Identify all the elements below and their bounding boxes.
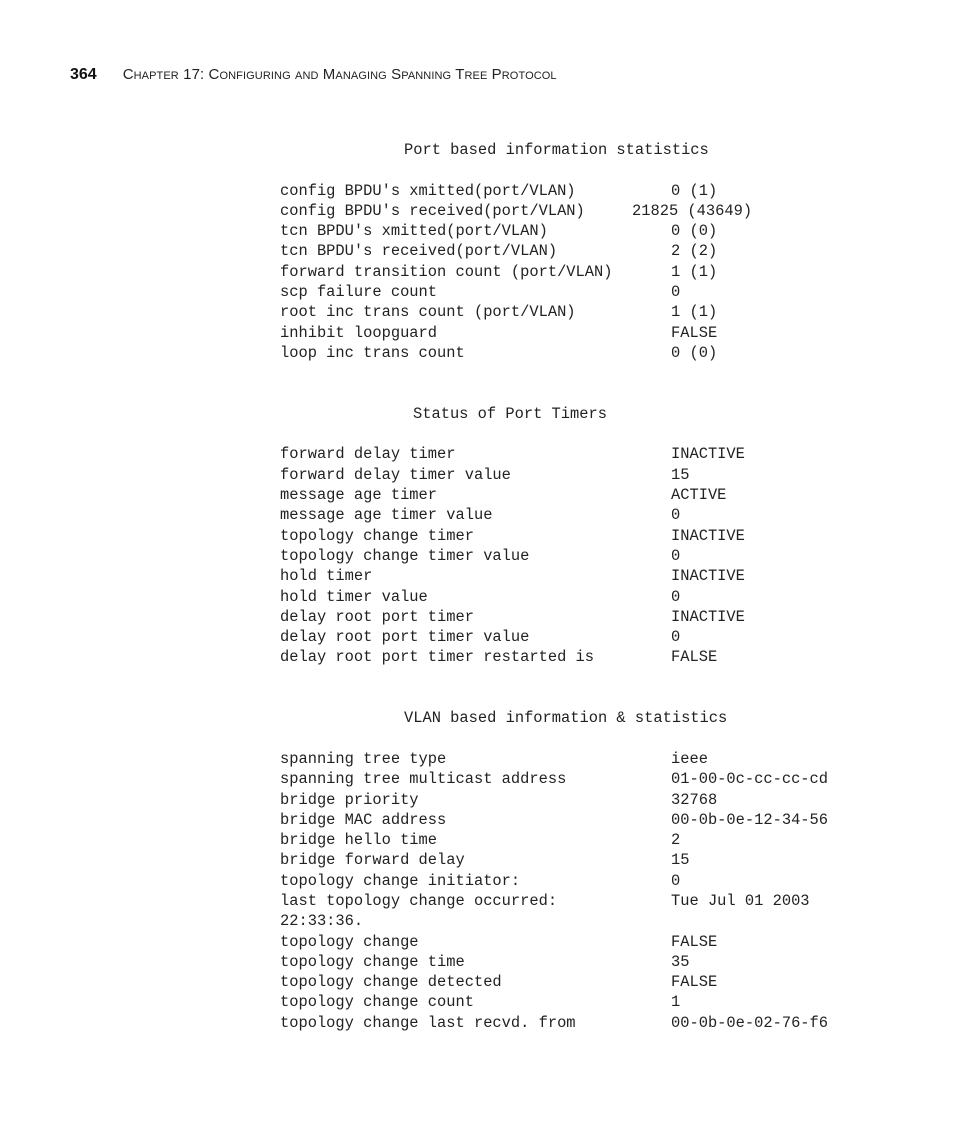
stat-value: 01-00-0c-cc-cc-cd [671,770,829,789]
stat-label: tcn BPDU's xmitted(port/VLAN) [280,222,548,241]
stat-row [280,932,900,952]
stat-label: hold timer [280,567,373,586]
stat-value: 1 [671,993,681,1012]
stat-value: 00-0b-0e-12-34-56 [671,810,829,829]
stat-value: FALSE [671,932,718,951]
stat-row [280,282,900,302]
stat-value: 1 (1) [671,262,718,281]
stat-label: config BPDU's received(port/VLAN) [280,201,585,220]
stat-row [280,769,900,789]
stat-row [280,627,900,647]
stat-label: spanning tree multicast address [280,770,567,789]
stat-value: 0 [671,871,681,890]
stat-label: config BPDU's xmitted(port/VLAN) [280,181,576,200]
stat-value: INACTIVE [671,607,745,626]
stat-label: bridge priority [280,790,419,809]
stat-label: bridge hello time [280,831,438,850]
stat-row [280,526,900,546]
stat-value: 35 [671,952,690,971]
stat-label: spanning tree type [280,749,447,768]
stat-row [280,647,900,667]
stat-value: 15 [671,465,690,484]
stat-label: inhibit loopguard [280,323,438,342]
stat-value: 2 (2) [671,242,718,261]
stat-label: bridge forward delay [280,851,465,870]
stat-label: delay root port timer [280,607,474,626]
page-number: 364 [70,66,97,83]
stat-value: FALSE [671,323,718,342]
stat-value: 2 [671,831,681,850]
port-timers-title: Status of Port Timers [413,404,607,423]
stat-label: hold timer value [280,587,428,606]
stat-row [280,566,900,586]
stat-value: 0 [671,506,681,525]
stat-value: 0 [671,628,681,647]
stat-row [280,302,900,322]
stat-label: message age timer value [280,506,493,525]
stat-row [280,992,900,1012]
stat-row [280,465,900,485]
stat-label: topology change initiator: [280,871,521,890]
stat-value: 0 [671,587,681,606]
stat-value: 0 (0) [671,222,718,241]
stat-label: forward delay timer value [280,465,511,484]
stat-value: INACTIVE [671,567,745,586]
stat-label: forward transition count (port/VLAN) [280,262,613,281]
stat-row [280,485,900,505]
stat-row [280,201,900,221]
stat-label: last topology change occurred: [280,891,558,910]
stat-value: 32768 [671,790,718,809]
stat-value: ACTIVE [671,486,727,505]
page-header [70,66,557,88]
port-timers-section [280,404,900,668]
stat-value: 0 [671,546,681,565]
stat-row [280,444,900,464]
stat-row [280,546,900,566]
stat-row [280,830,900,850]
stat-row [280,587,900,607]
stat-label: topology change [280,932,419,951]
stat-row [280,607,900,627]
stat-label: message age timer [280,486,438,505]
stat-row [280,810,900,830]
stat-value: 00-0b-0e-02-76-f6 [671,1013,829,1032]
stat-value: 15 [671,851,690,870]
stat-row [280,241,900,261]
stat-value: INACTIVE [671,526,745,545]
stat-value: ieee [671,749,708,768]
stat-row [280,343,900,363]
port-stats-section [280,140,900,363]
stat-label: scp failure count [280,283,438,302]
port-stats-title: Port based information statistics [404,141,709,159]
stat-row [280,181,900,201]
stat-label: delay root port timer restarted is [280,648,595,667]
stat-label: topology change timer value [280,546,530,565]
stat-row [280,891,900,911]
stat-row [280,749,900,769]
stat-row [280,323,900,343]
stat-label: topology change detected [280,973,502,992]
stat-value: 21825 (43649) [632,201,753,220]
stat-row [280,1013,900,1033]
stat-label: loop inc trans count [280,343,465,362]
stat-row [280,262,900,282]
stat-label: delay root port timer value [280,628,530,647]
stat-label: topology change time [280,952,465,971]
stat-row [280,221,900,241]
stat-value: INACTIVE [671,445,745,464]
vlan-stats-section [280,708,900,1033]
stat-value: FALSE [671,648,718,667]
stat-row [280,790,900,810]
stat-label: topology change timer [280,526,474,545]
stat-label: topology change count [280,993,474,1012]
stat-label: root inc trans count (port/VLAN) [280,303,576,322]
stat-label: tcn BPDU's received(port/VLAN) [280,242,558,261]
stat-label: forward delay timer [280,445,456,464]
stat-label: topology change last recvd. from [280,1013,576,1032]
stat-value: FALSE [671,973,718,992]
stat-row [280,972,900,992]
stat-row [280,850,900,870]
cli-output [280,140,900,1033]
stat-value: 0 [671,283,681,302]
stat-row [280,952,900,972]
stat-value: 0 (0) [671,343,718,362]
stat-row [280,505,900,525]
stat-value: Tue Jul 01 2003 [671,891,810,910]
chapter-title: Chapter 17: Configuring and Managing Spanning Tree Protocol [122,66,557,83]
stat-value: 0 (1) [671,181,718,200]
stat-value: 1 (1) [671,303,718,322]
stat-row [280,871,900,891]
timestamp-continuation: 22:33:36. [280,912,364,931]
vlan-stats-title: VLAN based information & statistics [404,709,728,728]
stat-label: bridge MAC address [280,810,447,829]
